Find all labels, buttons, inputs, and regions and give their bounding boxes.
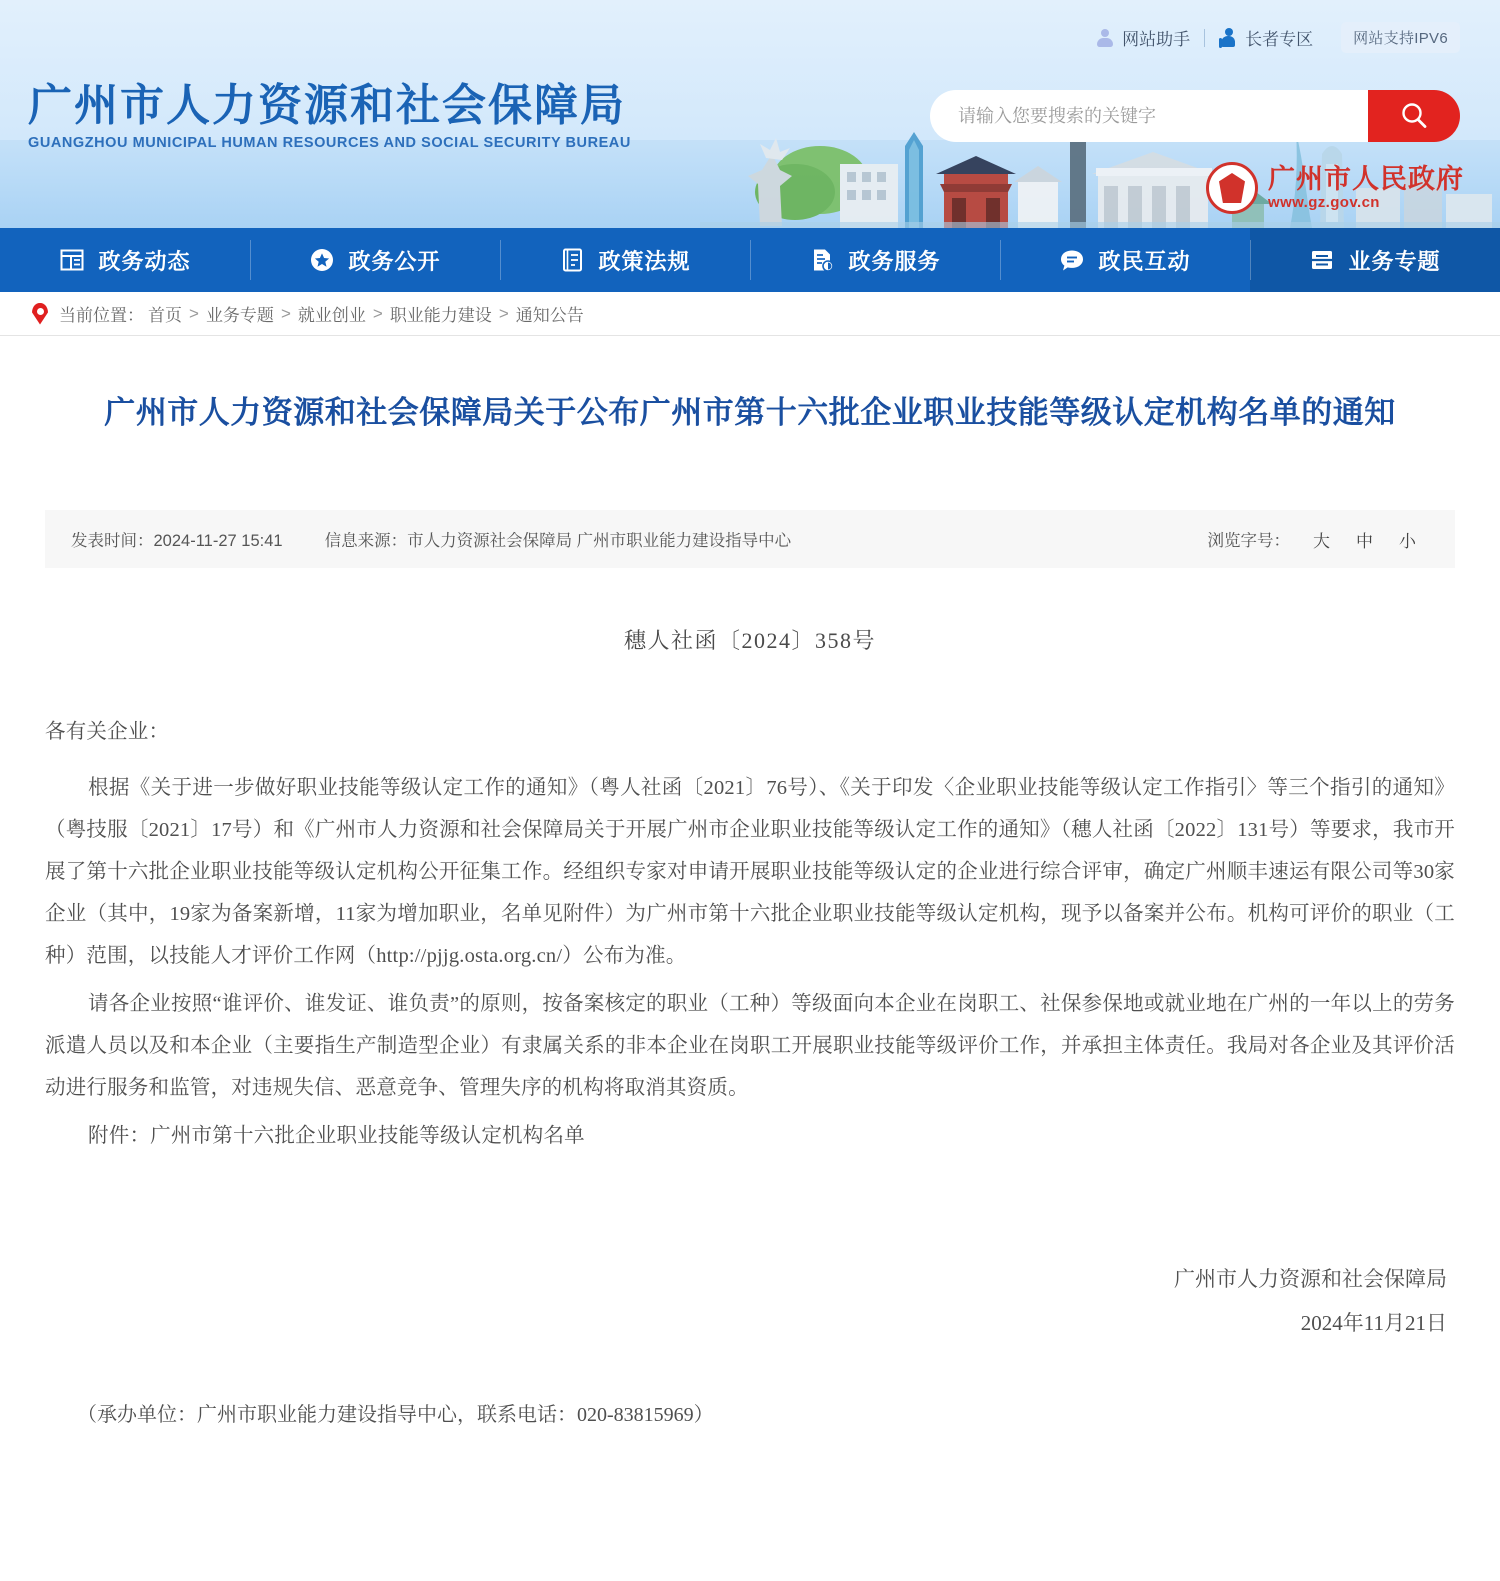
site-assistant-label: 网站助手 xyxy=(1122,30,1191,49)
gov-seal-text xyxy=(1268,165,1464,211)
nav-item-yewuzhuanti[interactable] xyxy=(1250,228,1500,292)
body-paragraph-2: 请各企业按照“谁评价、谁发证、谁负责”的原则，按备案核定的职业（工种）等级面向本企业在岗职工、社保参保地或就业地在广州的一年以上的劳务派遣人员以及和本企业（主要指生产制造型企业）有隶属关系的非本企业在岗职工开展职业技能等级评价工作，并承担主体责任。我局对各企业及其评价活动进行服务和监管，对违规失信、恶意竞争、管理失序的机构将取消其资质。 xyxy=(45,993,1455,1100)
site-logo[interactable] xyxy=(28,82,631,151)
fontsize-large-button[interactable]: 大 xyxy=(1313,531,1330,551)
breadcrumb-separator: > xyxy=(189,303,199,323)
source-value: 市人力资源社会保障局 广州市职业能力建设指导中心 xyxy=(407,532,792,551)
salutation: 各有关企业： xyxy=(45,721,170,744)
top-utility-bar xyxy=(1082,22,1460,53)
contact-line: （承办单位：广州市职业能力建设指导中心，联系电话：020-83815969） xyxy=(77,1403,714,1426)
document-number: 穗人社函〔2024〕358号 xyxy=(623,628,876,654)
source-label: 信息来源： xyxy=(324,532,408,551)
nav-label: 政民互动 xyxy=(1098,248,1191,274)
breadcrumb-label: 当前位置： xyxy=(59,306,144,325)
gov-seal-url: www.gz.gov.cn xyxy=(1268,194,1380,212)
meta-left-group xyxy=(71,527,791,551)
nav-item-zhengwufuwu[interactable] xyxy=(750,228,1000,292)
site-name-cn: 广州市人力资源和社会保障局 xyxy=(28,81,626,130)
gov-seal-title: 广州市人民政府 xyxy=(1268,163,1464,194)
elder-zone-label: 长者专区 xyxy=(1245,30,1314,49)
breadcrumb-separator: > xyxy=(280,303,291,323)
document-service-icon xyxy=(809,247,835,273)
article-meta-bar xyxy=(45,510,1455,568)
page-title: 广州市人力资源和社会保障局关于公布广州市第十六批企业职业技能等级认定机构名单的通知 xyxy=(104,395,1396,430)
article-body xyxy=(45,711,1455,1157)
elder-person-icon xyxy=(1219,28,1237,48)
breadcrumb-separator: > xyxy=(498,303,509,323)
body-paragraph-1: 根据《关于进一步做好职业技能等级认定工作的通知》（粤人社函〔2021〕76号）、《关于印发〈企业职业技能等级认定工作指引〉等三个指引的通知》（粤技服〔2021〕17号）和《广州市人力资源和社会保障局关于开展广州市企业职业技能等级认定工作的通知》（穗人社函〔2022〕131号）等要求，我市开展了第十六批企业职业技能等级认定机构公开征集工作。经组织专家对申请开展职业技能等级认定的企业进行综合评审，确定广州顺丰速运有限公司等30家企业（其中，19家为备案新增，11家为增加职业，名单见附件）为广州市第十六批企业职业技能等级认定机构，现予以备案并公布。机构可评价的职业（工种）范围，以技能人才评价工作网（http://pjjg.osta.org.cn/）公布为准。 xyxy=(45,777,1455,968)
nav-label: 政策法规 xyxy=(598,248,691,274)
gov-seal[interactable] xyxy=(1206,162,1464,214)
breadcrumb-item-jiuyechuangye[interactable]: 就业创业 xyxy=(297,306,366,325)
signature-organization: 广州市人力资源和社会保障局 xyxy=(1174,1267,1447,1292)
fontsize-small-button[interactable]: 小 xyxy=(1399,531,1416,551)
nav-label: 政务公开 xyxy=(348,248,441,274)
search-bar xyxy=(930,90,1460,142)
publish-time-group xyxy=(71,527,283,551)
search-icon xyxy=(1398,100,1430,132)
site-header xyxy=(0,0,1500,228)
list-card-icon xyxy=(1309,247,1335,273)
signature-block xyxy=(45,1257,1455,1345)
news-grid-icon xyxy=(59,247,85,273)
nav-label: 政务动态 xyxy=(98,248,191,274)
site-name-en: GUANGZHOU MUNICIPAL HUMAN RESOURCES AND SOCIAL SECURITY BUREAU xyxy=(28,135,631,152)
publish-time-label: 发表时间： xyxy=(71,532,154,551)
breadcrumb-separator: > xyxy=(372,303,383,323)
breadcrumb-item-zhiyenenglijianshe[interactable]: 职业能力建设 xyxy=(389,306,492,325)
breadcrumb-item-home[interactable]: 首页 xyxy=(148,306,182,325)
breadcrumb xyxy=(0,292,1500,336)
article-container xyxy=(0,388,1500,1427)
breadcrumb-item-tongzhigonggao[interactable]: 通知公告 xyxy=(515,306,584,325)
fontsize-control xyxy=(1208,527,1430,552)
publish-time-value: 2024-11-27 15:41 xyxy=(153,532,283,551)
chat-bubble-icon xyxy=(1059,247,1085,273)
fontsize-label: 浏览字号： xyxy=(1207,532,1290,551)
fontsize-medium-button[interactable]: 中 xyxy=(1356,531,1373,551)
nav-label: 政务服务 xyxy=(848,248,941,274)
breadcrumb-item-yewuzhuanti[interactable]: 业务专题 xyxy=(205,306,274,325)
site-assistant-link[interactable] xyxy=(1082,25,1204,50)
gov-seal-emblem-icon xyxy=(1206,162,1258,214)
signature-date: 2024年11月21日 xyxy=(1300,1311,1447,1336)
nav-item-zhengcefagui[interactable] xyxy=(500,228,750,292)
nav-item-zhengwudongtai[interactable] xyxy=(0,228,250,292)
ipv6-badge: 网站支持IPV6 xyxy=(1341,22,1460,53)
nav-label: 业务专题 xyxy=(1348,248,1441,274)
search-input[interactable] xyxy=(930,90,1368,142)
nav-item-zhengwugongkai[interactable] xyxy=(250,228,500,292)
nav-item-zhengminhudong[interactable] xyxy=(1000,228,1250,292)
star-circle-icon xyxy=(309,247,335,273)
location-pin-icon xyxy=(32,303,48,325)
search-button[interactable] xyxy=(1368,90,1460,142)
main-navigation xyxy=(0,228,1500,292)
elder-zone-link[interactable] xyxy=(1205,25,1327,50)
person-icon xyxy=(1096,29,1114,47)
attachment-line[interactable]: 附件：广州市第十六批企业职业技能等级认定机构名单 xyxy=(88,1125,585,1148)
source-group xyxy=(325,527,792,551)
book-icon xyxy=(559,247,585,273)
